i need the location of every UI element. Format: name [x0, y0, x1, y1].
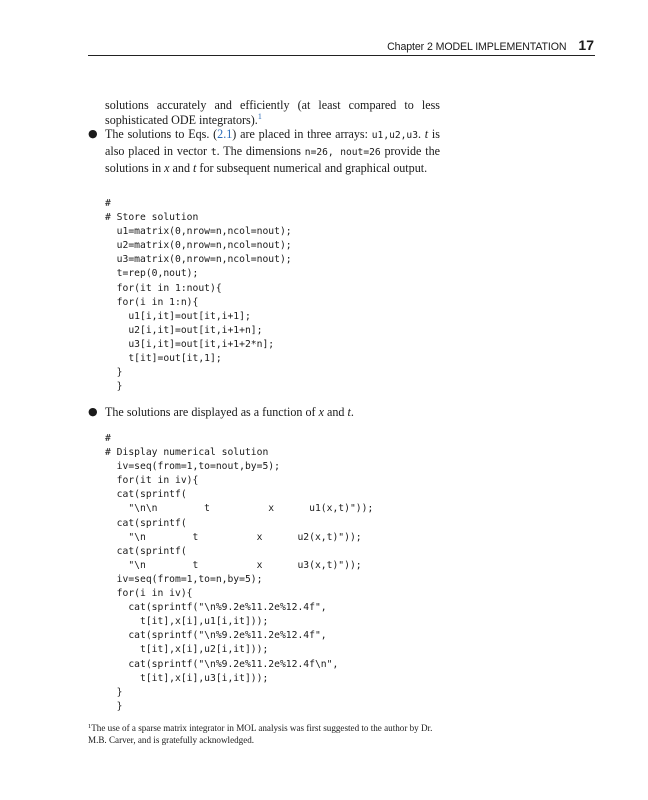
- code-line: "\n\n t x u1(x,t)"));: [105, 503, 374, 515]
- bullet-icon: ●: [88, 405, 98, 418]
- paragraph-text: solutions accurately and efficiently (at least compared to less sophisticated ODE integrators).: [105, 98, 440, 127]
- code-line: }: [105, 686, 123, 698]
- code-line: u2=matrix(0,nrow=n,ncol=nout);: [105, 240, 292, 252]
- code-line: for(i in iv){: [105, 588, 193, 600]
- code-line: for(it in iv){: [105, 475, 199, 487]
- code-line: t[it],x[i],u1[i,it]));: [105, 616, 269, 628]
- code-line: #: [105, 433, 111, 444]
- footnote-text: The use of a sparse matrix integrator in MOL analysis was first suggested to the author by Dr. M.B. Carver, and is gratefully acknowledged.: [88, 723, 433, 746]
- code-line: # Display numerical solution: [105, 447, 269, 459]
- header-rule: [88, 55, 595, 56]
- code-line: cat(sprintf("\n%9.2e%11.2e%12.4f",: [105, 630, 327, 642]
- code-line: cat(sprintf("\n%9.2e%11.2e%12.4f\n",: [105, 658, 339, 670]
- chapter-title: Chapter 2 MODEL IMPLEMENTATION: [387, 41, 567, 53]
- code-line: t[it]=out[it,1];: [105, 353, 222, 365]
- running-head: [387, 37, 594, 55]
- footnote-ref[interactable]: 1: [257, 111, 262, 121]
- code-line: }: [105, 381, 123, 393]
- footnote-marker: 1: [88, 723, 92, 730]
- bullet-text: The solutions to Eqs. (2.1) are placed in three arrays: u1,u2,u3. t is also placed in vector t. The dimensions n=26, nout=26 provide the solutions in x and t for subsequent numerical and graphical output.: [105, 127, 440, 175]
- code-line: cat(sprintf(: [105, 545, 187, 557]
- code-line: t[it],x[i],u3[i,it]));: [105, 672, 269, 684]
- code-line: "\n t x u3(x,t)"));: [105, 559, 362, 571]
- code-line: iv=seq(from=1,to=nout,by=5);: [105, 461, 280, 473]
- paragraph-continuation: [105, 98, 440, 127]
- code-line: iv=seq(from=1,to=n,by=5);: [105, 573, 263, 585]
- code-line: cat(sprintf(: [105, 489, 187, 501]
- page-number: 17: [578, 37, 594, 53]
- equation-link[interactable]: 2.1: [217, 127, 233, 142]
- code-block-display: [105, 432, 373, 714]
- code-line: }: [105, 700, 123, 712]
- code-line: "\n t x u2(x,t)"));: [105, 531, 362, 543]
- code-line: t[it],x[i],u2[i,it]));: [105, 644, 269, 656]
- code-line: u1=matrix(0,nrow=n,ncol=nout);: [105, 226, 292, 238]
- bullet-icon: ●: [88, 127, 98, 141]
- code-block-store: [105, 197, 292, 394]
- bullet-text: The solutions are displayed as a function of: [105, 405, 319, 419]
- code-line: t=rep(0,nout);: [105, 268, 199, 280]
- code-line: u2[i,it]=out[it,i+1+n];: [105, 324, 263, 336]
- code-line: }: [105, 367, 123, 379]
- code-inline: u1,u2,u3: [371, 130, 418, 142]
- code-line: #: [105, 198, 111, 209]
- code-line: cat(sprintf(: [105, 517, 187, 529]
- code-line: for(it in 1:nout){: [105, 282, 222, 294]
- code-line: u1[i,it]=out[it,i+1];: [105, 310, 251, 322]
- code-line: u3=matrix(0,nrow=n,ncol=nout);: [105, 254, 292, 266]
- code-inline: n=26, nout=26: [304, 147, 381, 159]
- body-text: [88, 98, 440, 176]
- code-line: cat(sprintf("\n%9.2e%11.2e%12.4f",: [105, 602, 327, 614]
- code-line: for(i in 1:n){: [105, 296, 199, 308]
- bullet-item-display: ● The solutions are displayed as a function of x and t.: [88, 405, 354, 419]
- code-line: # Store solution: [105, 212, 199, 224]
- code-line: u3[i,it]=out[it,i+1+2*n];: [105, 338, 275, 350]
- bullet-item-store: [88, 127, 440, 175]
- footnote: [88, 722, 448, 747]
- code-inline: t: [210, 147, 217, 159]
